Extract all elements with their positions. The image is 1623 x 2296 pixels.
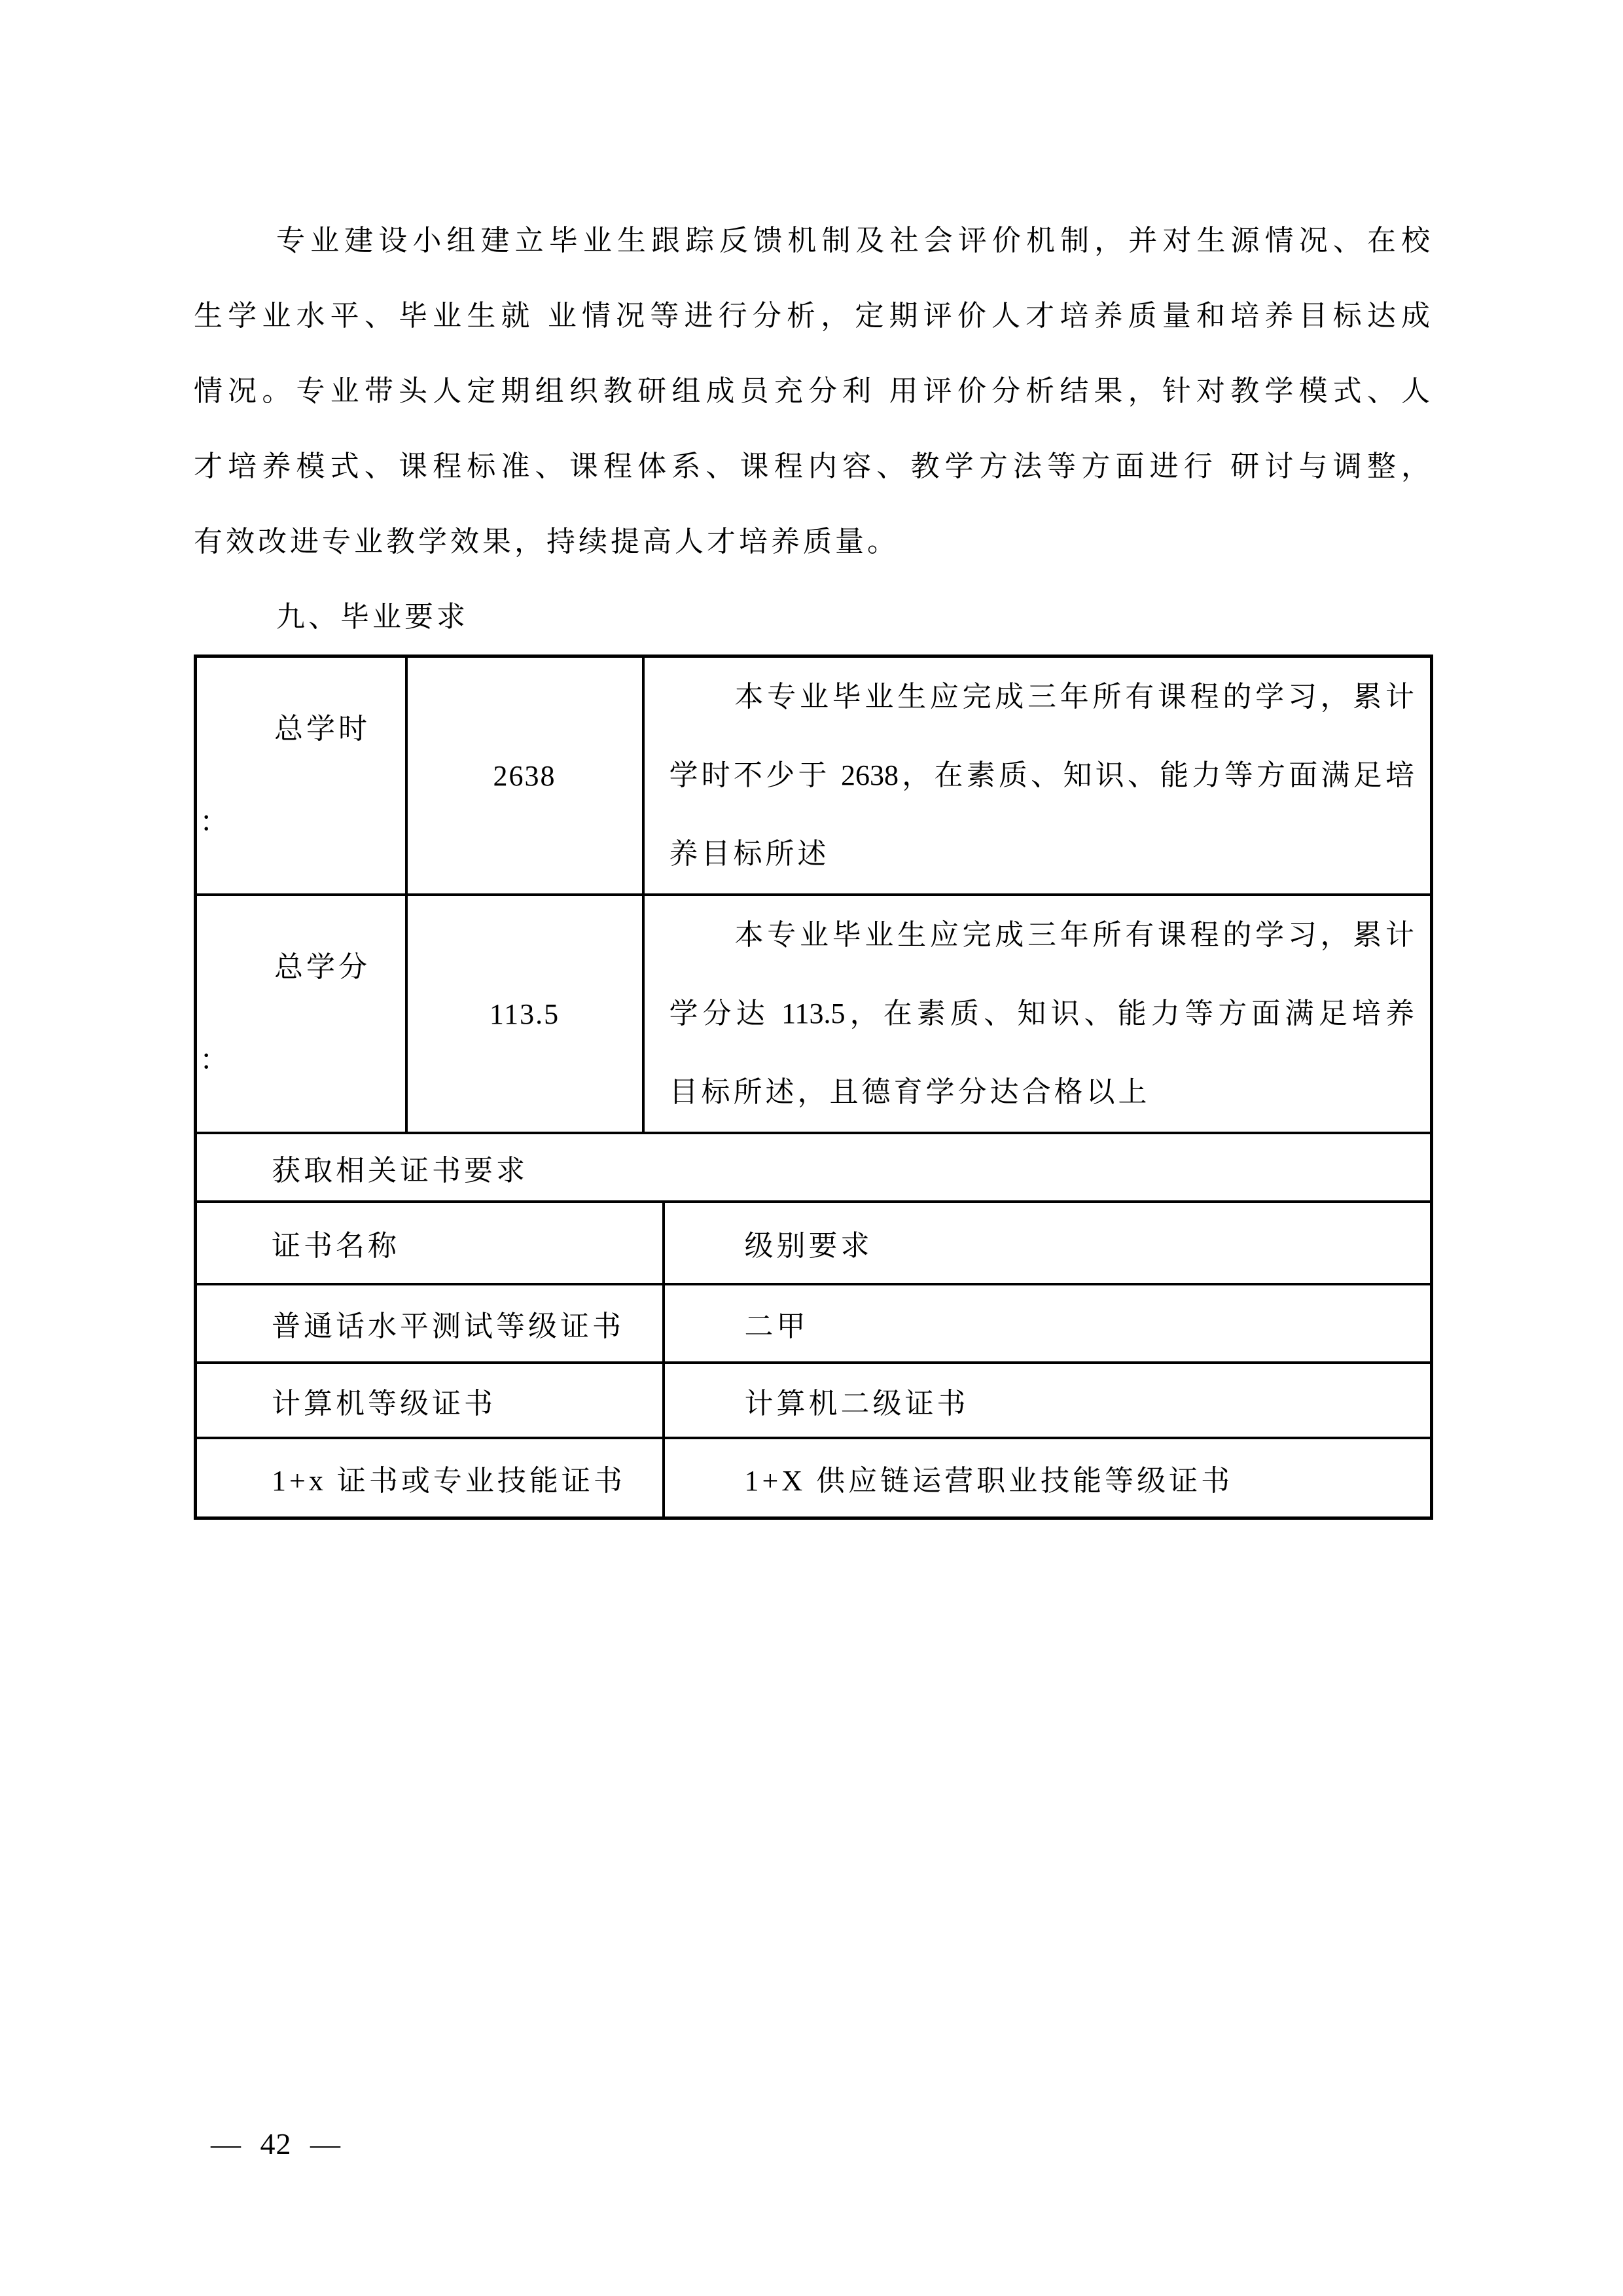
section-heading: 九、毕业要求 [276, 601, 469, 633]
table-row-cert [196, 1363, 1432, 1438]
total-credits-label-cell [196, 895, 406, 1133]
total-hours-label-cell [196, 656, 406, 895]
body-paragraph [194, 203, 1430, 579]
total-hours-label: 总学时 [274, 713, 370, 745]
cert-level: 计算机二级证书 [664, 1363, 1432, 1438]
cert-header-level: 级别要求 [664, 1202, 1432, 1284]
paragraph-line: 才培养模式、课程标准、课程体系、课程内容、教学方法等方面进行 研讨与调整， [194, 450, 1430, 482]
cert-name: 计算机等级证书 [196, 1363, 664, 1438]
cert-level: 二甲 [664, 1284, 1432, 1363]
cert-level: 1+X 供应链运营职业技能等级证书 [664, 1438, 1432, 1518]
total-credits-colon: ： [200, 1044, 228, 1076]
table-row-cert-section [196, 1133, 1432, 1202]
table-row-cert-header [196, 1202, 1432, 1284]
table-row-cert [196, 1438, 1432, 1518]
description-line: 本专业毕业生应完成三年所有课程的学习，累计 [734, 919, 1414, 951]
paragraph-line: 专业建设小组建立毕业生跟踪反馈机制及社会评价机制，并对生源情况、在校 [276, 224, 1430, 257]
cert-section-title: 获取相关证书要求 [196, 1133, 1432, 1202]
cert-name: 普通话水平测试等级证书 [196, 1284, 664, 1363]
total-credits-description [643, 895, 1432, 1133]
paragraph-line: 情况。专业带头人定期组织教研组成员充分利 用评价分析结果，针对教学模式、人 [194, 375, 1430, 407]
table-row-total-credits [196, 895, 1432, 1133]
description-line: 学分达 113.5，在素质、知识、能力等方面满足培养 [669, 997, 1414, 1030]
total-hours-colon: ： [200, 806, 228, 838]
total-hours-description [643, 656, 1432, 895]
description-line: 本专业毕业生应完成三年所有课程的学习，累计 [734, 681, 1414, 713]
total-hours-value: 2638 [406, 656, 643, 895]
paragraph-line: 有效改进专业教学效果，持续提高人才培养质量。 [194, 526, 899, 558]
total-credits-value: 113.5 [406, 895, 643, 1133]
page-number: — 42 — [211, 2127, 341, 2161]
table-row-total-hours [196, 656, 1432, 895]
paragraph-line: 生学业水平、毕业生就 业情况等进行分析，定期评价人才培养质量和培养目标达成 [194, 300, 1430, 332]
description-line: 学时不少于 2638，在素质、知识、能力等方面满足培 [669, 759, 1414, 791]
table-row-cert [196, 1284, 1432, 1363]
page-content [194, 203, 1430, 1520]
graduation-requirements-table [194, 655, 1433, 1520]
description-line: 目标所述，且德育学分达合格以上 [669, 1076, 1150, 1108]
cert-name: 1+x 证书或专业技能证书 [196, 1438, 664, 1518]
total-credits-label: 总学分 [274, 951, 370, 983]
cert-header-name: 证书名称 [196, 1202, 664, 1284]
description-line: 养目标所述 [669, 838, 830, 870]
